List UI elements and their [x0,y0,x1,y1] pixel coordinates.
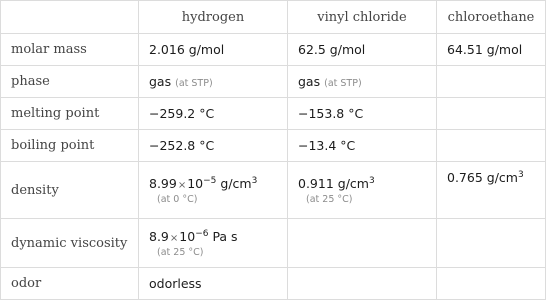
row-label: phase [1,66,139,98]
header-vinyl-chloride: vinyl chloride [288,1,437,34]
exponent: −6 [195,228,209,239]
cell-hydrogen: −252.8 °C [139,130,288,162]
value: gas [298,74,321,89]
row-melting-point [1,98,546,130]
header-chloroethane: chloroethane [437,1,546,34]
value-text: 0.911 g/cm [298,175,369,191]
row-label: odor [1,268,139,300]
mantissa: 8.99 [149,175,177,191]
base: 10 [187,175,204,191]
cell-hydrogen [139,162,288,219]
cell-hydrogen [139,66,288,98]
cell-vinyl-chloride [288,66,437,98]
cell-chloroethane [437,268,546,300]
cell-vinyl-chloride [288,162,437,219]
unit-exponent: 3 [517,170,524,180]
row-label: boiling point [1,130,139,162]
cell-vinyl-chloride: 62.5 g/mol [288,34,437,66]
times-sign: × [177,179,187,191]
row-phase [1,66,546,98]
cell-hydrogen: odorless [139,268,288,300]
mantissa: 8.9 [149,228,169,244]
times-sign: × [169,232,179,244]
cell-vinyl-chloride [288,219,437,268]
value: gas [149,74,172,89]
row-density [1,162,546,219]
cell-vinyl-chloride [288,268,437,300]
row-label: dynamic viscosity [1,219,139,268]
row-molar-mass [1,34,546,66]
cell-hydrogen: 2.016 g/mol [139,34,288,66]
cell-chloroethane [437,66,546,98]
condition-note: (at STP) [175,78,213,89]
cell-chloroethane [437,98,546,130]
cell-chloroethane: 64.51 g/mol [437,34,546,66]
value [149,229,238,244]
unit: Pa s [208,228,238,244]
condition-note: (at 0 °C) [157,193,198,205]
unit-exponent: 3 [368,175,375,186]
value [149,176,257,191]
unit-exponent: 3 [251,175,258,186]
unit: g/cm [216,175,252,191]
row-dynamic-viscosity [1,219,546,268]
base: 10 [179,228,196,244]
row-label: density [1,162,139,219]
exponent: −5 [203,175,217,186]
cell-chloroethane [437,130,546,162]
row-label: melting point [1,98,139,130]
row-odor [1,268,546,300]
header-hydrogen: hydrogen [139,1,288,34]
condition-note: (at 25 °C) [157,246,204,258]
value-text: 0.765 g/cm [447,170,518,185]
value [298,176,375,191]
cell-hydrogen: −259.2 °C [139,98,288,130]
condition-note: (at 25 °C) [306,193,353,205]
cell-hydrogen [139,219,288,268]
header-blank [1,1,139,34]
cell-chloroethane [437,162,546,219]
row-label: molar mass [1,34,139,66]
cell-vinyl-chloride: −13.4 °C [288,130,437,162]
row-boiling-point [1,130,546,162]
header-row [1,1,546,34]
cell-chloroethane [437,219,546,268]
condition-note: (at STP) [324,78,362,89]
cell-vinyl-chloride: −153.8 °C [288,98,437,130]
